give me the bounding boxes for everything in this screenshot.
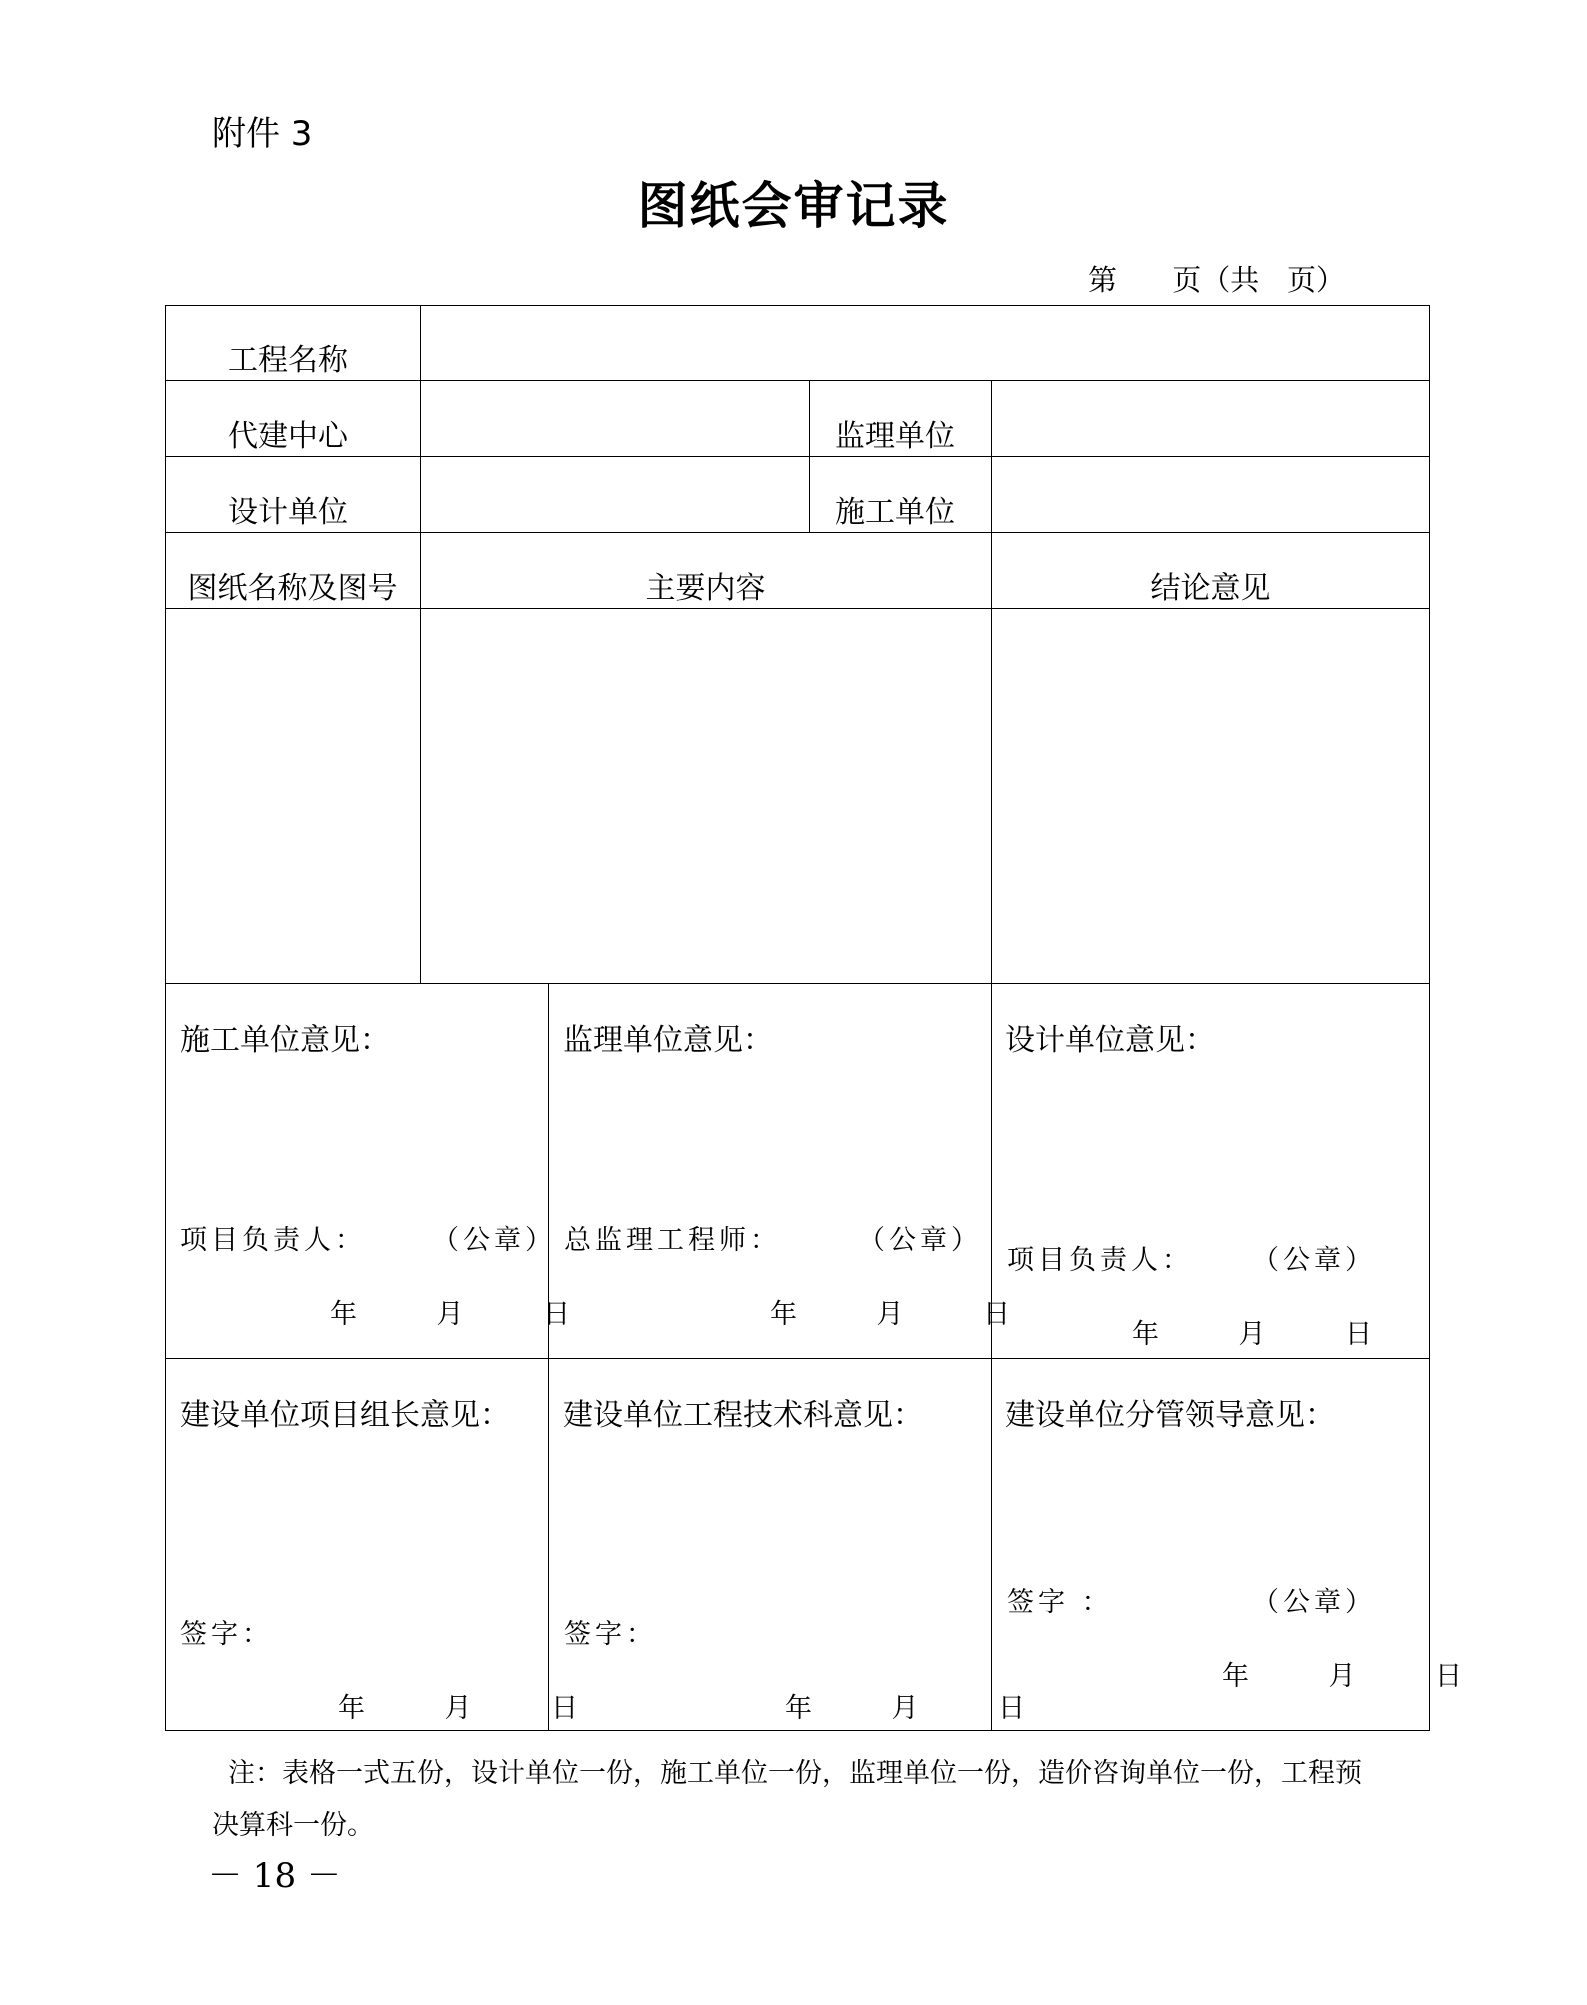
- tech-section-opinion-title: 建设单位工程技术科意见：: [563, 1398, 923, 1433]
- supervision-signer: 总监理工程师：: [564, 1225, 781, 1256]
- design-signer: 项目负责人：: [1007, 1245, 1193, 1276]
- supervision-label: 监理单位: [835, 419, 955, 454]
- agency-label: 代建中心: [228, 419, 348, 454]
- design-seal: （公章）: [1252, 1245, 1376, 1276]
- construction-seal: （公章）: [432, 1225, 556, 1256]
- construction-signer: 项目负责人：: [180, 1225, 366, 1256]
- group-leader-signer: 签字：: [180, 1619, 273, 1650]
- page-indicator: 第 页（共 页）: [1088, 263, 1345, 297]
- leader-opinion-title: 建设单位分管领导意见：: [1005, 1398, 1335, 1433]
- table-rule: [809, 380, 810, 532]
- leader-seal: （公章）: [1252, 1587, 1376, 1618]
- footnote: [212, 1748, 1392, 1852]
- page-title: 图纸会审记录: [637, 176, 950, 235]
- table-rule: [420, 305, 421, 983]
- leader-signer: 签字 ：: [1007, 1587, 1113, 1618]
- group-leader-opinion-title: 建设单位项目组长意见：: [180, 1398, 510, 1433]
- supervision-date: 年 月 日: [770, 1299, 1014, 1330]
- supervision-seal: （公章）: [858, 1225, 982, 1256]
- leader-date: 年 月 日: [1222, 1661, 1466, 1692]
- design-label: 设计单位: [228, 495, 348, 530]
- construction-date: 年 月 日: [330, 1299, 574, 1330]
- table-rule: [165, 1358, 1430, 1359]
- tech-section-signer: 签字：: [564, 1619, 657, 1650]
- tech-section-date: 年 月 日: [785, 1693, 1029, 1724]
- table-rule: [548, 983, 549, 1731]
- col-header-conclusion: 结论意见: [1150, 571, 1271, 606]
- table-rule: [165, 608, 1430, 609]
- table-rule: [165, 380, 1430, 381]
- col-header-drawing: 图纸名称及图号: [187, 571, 398, 606]
- table-rule: [165, 983, 1430, 984]
- footnote-line-1: 注：表格一式五份，设计单位一份，施工单位一份，监理单位一份，造价咨询单位一份，工程预: [228, 1758, 1362, 1789]
- construction-label: 施工单位: [835, 495, 955, 530]
- group-leader-date: 年 月 日: [338, 1693, 582, 1724]
- attachment-label: 附件 3: [212, 114, 313, 154]
- construction-opinion-title: 施工单位意见：: [180, 1023, 390, 1058]
- project-name-label: 工程名称: [228, 343, 348, 378]
- supervision-opinion-title: 监理单位意见：: [563, 1023, 773, 1058]
- col-header-content: 主要内容: [645, 571, 766, 606]
- design-date: 年 月 日: [1132, 1319, 1376, 1350]
- design-opinion-title: 设计单位意见：: [1005, 1023, 1215, 1058]
- footnote-line-2: 决算科一份。: [212, 1810, 374, 1841]
- table-rule: [165, 456, 1430, 457]
- page-number: － 18 －: [208, 1856, 341, 1896]
- table-rule: [165, 532, 1430, 533]
